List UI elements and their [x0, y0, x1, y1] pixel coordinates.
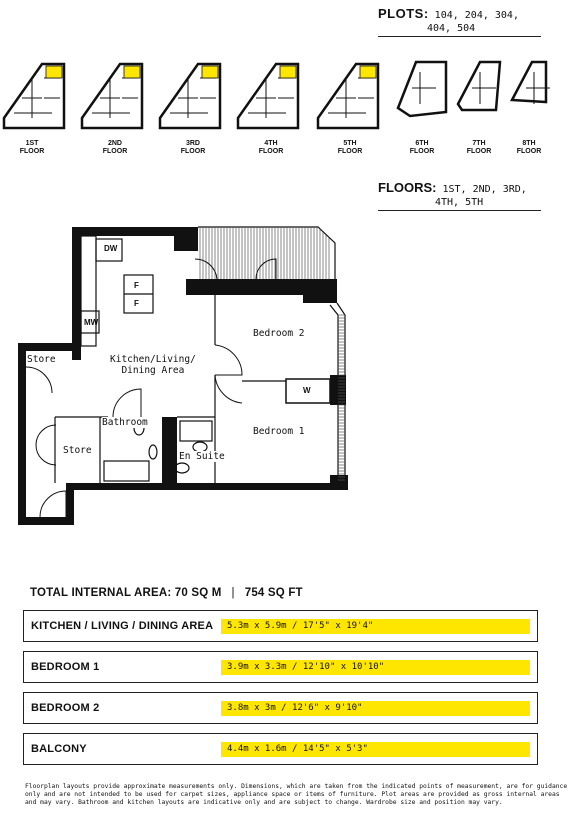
- keyplan-highlight: [280, 66, 296, 78]
- keyplan-floor-word: FLOOR: [102, 148, 128, 155]
- floor-keyplans: [0, 58, 585, 163]
- total-area: [30, 587, 303, 599]
- keyplan-floor-label: [251, 140, 291, 156]
- room-dimensions: 3.8m x 3m / 12'6" x 9'10": [221, 701, 530, 716]
- keyplan-floor-word: FLOOR: [180, 148, 206, 155]
- fridge-label-1: F: [134, 281, 139, 290]
- table-row: [23, 692, 538, 724]
- keyplan-floor-7: [458, 62, 500, 110]
- floor-plan: [0, 215, 585, 535]
- room-kitchen-line2: Dining Area: [121, 365, 185, 376]
- room-dimensions: 5.3m x 5.9m / 17'5" x 19'4": [221, 619, 530, 634]
- room-bedroom1-label: Bedroom 1: [253, 426, 305, 437]
- keyplan-highlight: [360, 66, 376, 78]
- keyplan-highlight: [46, 66, 62, 78]
- dishwasher-label: DW: [104, 244, 118, 253]
- table-row: [23, 610, 538, 642]
- keyplan-floor-8: [512, 62, 550, 104]
- keyplan-floor-4: [238, 64, 298, 128]
- keyplan-floor-word: FLOOR: [409, 148, 435, 155]
- keyplan-floor-number: 2ND: [107, 140, 122, 147]
- keyplan-floor-word: FLOOR: [516, 148, 542, 155]
- microwave-label: MW: [84, 318, 99, 327]
- room-name: BALCONY: [31, 743, 87, 755]
- total-area-sqft: 754 SQ FT: [244, 587, 303, 599]
- keyplan-floor-label: [402, 140, 442, 156]
- table-row: [23, 651, 538, 683]
- floors-block: [378, 180, 541, 211]
- room-bathroom-label: Bathroom: [102, 417, 148, 428]
- keyplan-floor-label: [12, 140, 52, 156]
- room-store2-label: Store: [63, 445, 92, 456]
- keyplan-floor-label: [95, 140, 135, 156]
- plots-line1: 104, 204, 304,: [434, 10, 519, 21]
- keyplan-floor-number: 3RD: [185, 140, 200, 147]
- room-kitchen-line1: Kitchen/Living/: [110, 354, 196, 365]
- keyplan-floor-word: FLOOR: [337, 148, 363, 155]
- keyplan-floor-word: FLOOR: [466, 148, 492, 155]
- floors-line2: 4TH, 5TH: [435, 197, 484, 208]
- keyplan-floor-3: [160, 64, 220, 128]
- floors-line1: 1ST, 2ND, 3RD,: [442, 184, 527, 195]
- keyplan-floor-number: 6TH: [415, 140, 429, 147]
- keyplan-floor-number: 5TH: [343, 140, 357, 147]
- keyplan-floor-number: 8TH: [522, 140, 536, 147]
- fridge-label-2: F: [134, 299, 139, 308]
- keyplan-floor-word: FLOOR: [19, 148, 45, 155]
- room-name: BEDROOM 2: [31, 702, 100, 714]
- keyplan-highlight: [202, 66, 218, 78]
- keyplan-floor-6: [398, 62, 446, 116]
- keyplan-highlight: [124, 66, 140, 78]
- floor-plan-drawing: [0, 215, 585, 535]
- keyplan-floor-1: [4, 64, 64, 128]
- keyplan-floor-number: 4TH: [264, 140, 278, 147]
- room-bedroom2-label: Bedroom 2: [253, 328, 305, 339]
- balcony-hatching: [200, 227, 345, 480]
- keyplan-floor-2: [82, 64, 142, 128]
- room-dimensions-table: [23, 610, 538, 774]
- room-dimensions: 4.4m x 1.6m / 14'5" x 5'3": [221, 742, 530, 757]
- table-row: [23, 733, 538, 765]
- plots-block: [378, 6, 541, 37]
- keyplan-floor-word: FLOOR: [258, 148, 284, 155]
- plots-line2: 404, 504: [427, 23, 476, 34]
- walls: [18, 227, 348, 525]
- keyplan-floor-label: [330, 140, 370, 156]
- room-ensuite-label: En Suite: [179, 451, 225, 462]
- plots-label: PLOTS:: [378, 6, 429, 21]
- keyplan-floor-label: [173, 140, 213, 156]
- room-name: BEDROOM 1: [31, 661, 100, 673]
- total-area-separator: |: [231, 587, 235, 599]
- keyplan-floor-label: [459, 140, 499, 156]
- total-area-sqm: TOTAL INTERNAL AREA: 70 SQ M: [30, 587, 222, 599]
- room-kitchen-label: [110, 354, 196, 376]
- wardrobe-label: W: [303, 386, 311, 395]
- door-swings: [26, 259, 276, 517]
- keyplan-floor-5: [318, 64, 378, 128]
- keyplan-floor-number: 7TH: [472, 140, 486, 147]
- room-dimensions: 3.9m x 3.3m / 12'10" x 10'10": [221, 660, 530, 675]
- floors-label: FLOORS:: [378, 180, 437, 195]
- keyplan-floor-label: [509, 140, 549, 156]
- room-name: KITCHEN / LIVING / DINING AREA: [31, 620, 214, 632]
- keyplan-floor-number: 1ST: [25, 140, 39, 147]
- disclaimer-text: Floorplan layouts provide approximate measurements only. Dimensions, which are taken from the indicated points of measurement, are for guidance only and are not intended to be used for carpet sizes, appliance space or items of furniture. Plot areas are provided as gross internal areas and may vary. Bathroom and kitchen layouts are indicative only and are subject to change. Wardrobe size and position may vary.: [25, 783, 568, 806]
- room-store1-label: Store: [27, 354, 56, 365]
